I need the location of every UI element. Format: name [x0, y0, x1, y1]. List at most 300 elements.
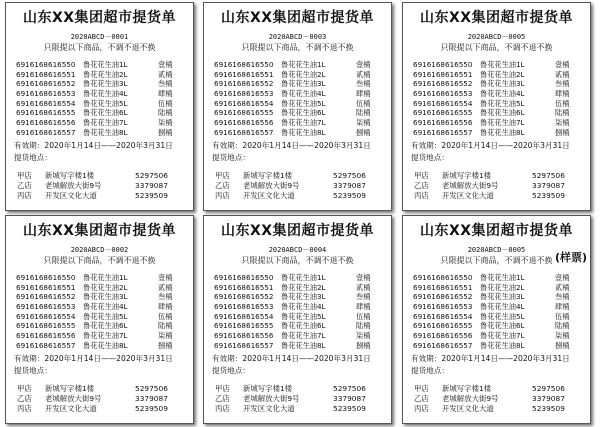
voucher-serial: 2020ABCD－0002	[70, 246, 129, 254]
store-list	[17, 171, 192, 201]
sample-mark: (样票)	[554, 251, 587, 264]
item-quantity: 肆桶	[555, 302, 570, 312]
voucher-notice: 只限提以下商品，不调不退不换	[43, 43, 156, 52]
store-address: 老城解放大街9号	[243, 394, 300, 403]
voucher-serial: 2020ABCD－0005	[467, 33, 526, 41]
item-quantity: 叁桶	[158, 292, 173, 302]
item-name: 鲁花花生油3L	[480, 292, 525, 302]
list-item	[413, 312, 583, 322]
item-quantity: 贰桶	[555, 282, 570, 292]
item-barcode: 6916168616554	[214, 311, 274, 321]
item-name: 鲁花花生油5L	[83, 98, 128, 108]
item-name: 鲁花花生油8L	[83, 127, 128, 137]
store-address: 开发区文化大道	[243, 191, 295, 200]
item-name: 鲁花花生油3L	[480, 79, 525, 89]
item-barcode: 6916168616553	[16, 302, 76, 312]
item-barcode: 6916168616550	[214, 273, 274, 282]
item-barcode: 6916168616555	[16, 108, 76, 118]
item-list	[16, 60, 186, 138]
list-item	[16, 341, 186, 351]
item-name: 鲁花花生油5L	[480, 98, 525, 108]
validity-period: 有效期：2020年1月14日——2020年3月31日	[411, 141, 570, 150]
list-item	[214, 331, 384, 341]
pickup-voucher	[402, 2, 591, 211]
store-name: 丙店	[414, 404, 429, 413]
pickup-voucher	[5, 215, 194, 424]
item-quantity: 肆桶	[356, 89, 371, 99]
item-quantity: 陆桶	[356, 108, 371, 118]
item-quantity: 贰桶	[356, 69, 371, 79]
voucher-title: 山东XX集团超市提货单	[220, 223, 375, 239]
item-quantity: 陆桶	[158, 108, 173, 118]
list-item	[413, 273, 583, 283]
item-quantity: 捌桶	[555, 127, 570, 137]
item-name: 鲁花花生油4L	[480, 302, 525, 312]
item-barcode: 6916168616551	[413, 69, 473, 79]
item-list	[413, 60, 583, 138]
item-name: 鲁花花生油7L	[281, 331, 326, 341]
list-item	[214, 60, 384, 70]
item-barcode: 6916168616553	[413, 89, 473, 99]
item-name: 鲁花花生油6L	[83, 108, 128, 118]
voucher-title: 山东XX集团超市提货单	[419, 223, 574, 239]
store-row	[414, 181, 589, 191]
item-name: 鲁花花生油3L	[83, 292, 128, 302]
list-item	[214, 341, 384, 351]
voucher-serial: 2020ABCD－0003	[268, 33, 327, 41]
item-quantity: 伍桶	[555, 98, 570, 108]
store-row	[215, 171, 390, 181]
item-quantity: 陆桶	[356, 321, 371, 331]
store-address: 开发区文化大道	[45, 191, 97, 200]
store-row	[414, 191, 589, 201]
item-quantity: 伍桶	[356, 98, 371, 108]
item-barcode: 6916168616551	[413, 282, 473, 292]
store-row	[17, 191, 192, 201]
list-item	[214, 321, 384, 331]
pickup-location-label: 提货地点：	[14, 366, 52, 375]
item-barcode: 6916168616554	[16, 98, 76, 108]
list-item	[214, 79, 384, 89]
store-address: 老城解放大街9号	[442, 181, 499, 190]
store-name: 乙店	[215, 394, 230, 403]
store-phone: 3379087	[333, 181, 366, 190]
item-name: 鲁花花生油5L	[281, 98, 326, 108]
item-quantity: 陆桶	[555, 108, 570, 118]
store-address: 开发区文化大道	[45, 404, 97, 413]
store-address: 新城写字楼1楼	[442, 171, 492, 180]
item-quantity: 壹桶	[356, 273, 371, 282]
item-quantity: 叁桶	[555, 292, 570, 302]
item-barcode: 6916168616555	[413, 108, 473, 118]
store-phone: 5239509	[333, 404, 366, 413]
item-quantity: 贰桶	[158, 282, 173, 292]
item-barcode: 6916168616557	[214, 127, 274, 137]
store-row	[17, 181, 192, 191]
item-barcode: 6916168616551	[214, 282, 274, 292]
item-quantity: 壹桶	[356, 60, 371, 69]
item-quantity: 壹桶	[555, 60, 570, 69]
store-list	[414, 171, 589, 201]
item-quantity: 壹桶	[158, 273, 173, 282]
item-quantity: 捌桶	[356, 340, 371, 350]
store-address: 新城写字楼1楼	[243, 171, 293, 180]
store-address: 开发区文化大道	[243, 404, 295, 413]
voucher-title: 山东XX集团超市提货单	[22, 10, 177, 26]
item-barcode: 6916168616552	[214, 79, 274, 89]
item-barcode: 6916168616556	[214, 118, 274, 128]
item-barcode: 6916168616552	[413, 79, 473, 89]
item-quantity: 伍桶	[356, 311, 371, 321]
item-barcode: 6916168616554	[214, 98, 274, 108]
item-barcode: 6916168616555	[413, 321, 473, 331]
item-barcode: 6916168616553	[214, 89, 274, 99]
item-quantity: 叁桶	[356, 292, 371, 302]
item-name: 鲁花花生油8L	[281, 127, 326, 137]
item-quantity: 捌桶	[555, 340, 570, 350]
voucher-notice: 只限提以下商品，不调不退不换	[440, 256, 553, 265]
item-list	[413, 273, 583, 351]
store-phone: 5297506	[333, 384, 366, 393]
validity-period: 有效期：2020年1月14日——2020年3月31日	[411, 354, 570, 363]
list-item	[214, 108, 384, 118]
store-phone: 5297506	[135, 171, 168, 180]
list-item	[214, 283, 384, 293]
item-barcode: 6916168616552	[214, 292, 274, 302]
item-quantity: 陆桶	[158, 321, 173, 331]
item-name: 鲁花花生油8L	[480, 340, 525, 350]
validity-period: 有效期：2020年1月14日——2020年3月31日	[14, 141, 173, 150]
store-address: 新城写字楼1楼	[45, 384, 95, 393]
item-quantity: 陆桶	[555, 321, 570, 331]
store-address: 新城写字楼1楼	[243, 384, 293, 393]
item-barcode: 6916168616554	[413, 311, 473, 321]
store-list	[215, 384, 390, 414]
item-quantity: 柒桶	[356, 118, 371, 128]
item-name: 鲁花花生油5L	[480, 311, 525, 321]
store-row	[414, 404, 589, 414]
list-item	[214, 302, 384, 312]
list-item	[16, 321, 186, 331]
item-name: 鲁花花生油5L	[281, 311, 326, 321]
list-item	[16, 331, 186, 341]
item-barcode: 6916168616553	[214, 302, 274, 312]
item-barcode: 6916168616550	[214, 60, 274, 69]
store-phone: 3379087	[532, 394, 565, 403]
item-barcode: 6916168616556	[16, 331, 76, 341]
item-quantity: 伍桶	[158, 98, 173, 108]
store-name: 甲店	[414, 171, 429, 180]
item-barcode: 6916168616556	[16, 118, 76, 128]
item-barcode: 6916168616557	[214, 340, 274, 350]
store-phone: 5297506	[532, 171, 565, 180]
item-name: 鲁花花生油6L	[480, 321, 525, 331]
item-name: 鲁花花生油1L	[83, 273, 128, 282]
store-row	[414, 394, 589, 404]
store-name: 丙店	[215, 404, 230, 413]
item-barcode: 6916168616553	[16, 89, 76, 99]
validity-period: 有效期：2020年1月14日——2020年3月31日	[212, 141, 371, 150]
list-item	[16, 79, 186, 89]
item-quantity: 柒桶	[555, 118, 570, 128]
store-phone: 5239509	[135, 191, 168, 200]
list-item	[16, 99, 186, 109]
item-barcode: 6916168616551	[16, 69, 76, 79]
item-barcode: 6916168616551	[16, 282, 76, 292]
store-address: 老城解放大街9号	[45, 394, 102, 403]
item-barcode: 6916168616552	[413, 292, 473, 302]
item-barcode: 6916168616553	[413, 302, 473, 312]
store-address: 开发区文化大道	[442, 191, 494, 200]
item-name: 鲁花花生油6L	[281, 321, 326, 331]
pickup-location-label: 提货地点：	[212, 153, 250, 162]
voucher-notice: 只限提以下商品，不调不退不换	[241, 43, 354, 52]
list-item	[413, 331, 583, 341]
store-name: 甲店	[215, 384, 230, 393]
pickup-location-label: 提货地点：	[212, 366, 250, 375]
item-name: 鲁花花生油4L	[83, 302, 128, 312]
list-item	[413, 292, 583, 302]
store-phone: 5239509	[135, 404, 168, 413]
item-quantity: 柒桶	[356, 331, 371, 341]
list-item	[413, 283, 583, 293]
item-name: 鲁花花生油2L	[480, 69, 525, 79]
store-address: 开发区文化大道	[442, 404, 494, 413]
store-name: 乙店	[414, 181, 429, 190]
list-item	[16, 108, 186, 118]
item-quantity: 叁桶	[356, 79, 371, 89]
list-item	[413, 108, 583, 118]
store-address: 新城写字楼1楼	[45, 171, 95, 180]
voucher-serial: 2020ABCD－0005	[467, 246, 526, 254]
item-barcode: 6916168616550	[16, 60, 76, 69]
item-barcode: 6916168616552	[16, 79, 76, 89]
store-row	[17, 404, 192, 414]
voucher-notice: 只限提以下商品，不调不退不换	[440, 43, 553, 52]
item-quantity: 贰桶	[555, 69, 570, 79]
store-name: 甲店	[215, 171, 230, 180]
store-list	[215, 171, 390, 201]
store-phone: 5239509	[333, 191, 366, 200]
voucher-notice: 只限提以下商品，不调不退不换	[43, 256, 156, 265]
item-barcode: 6916168616557	[413, 340, 473, 350]
list-item	[16, 128, 186, 138]
item-quantity: 壹桶	[555, 273, 570, 282]
store-name: 乙店	[215, 181, 230, 190]
item-barcode: 6916168616557	[16, 340, 76, 350]
item-barcode: 6916168616556	[413, 331, 473, 341]
item-barcode: 6916168616550	[16, 273, 76, 282]
store-row	[17, 384, 192, 394]
list-item	[214, 312, 384, 322]
store-phone: 5239509	[532, 404, 565, 413]
item-quantity: 贰桶	[356, 282, 371, 292]
item-name: 鲁花花生油2L	[281, 282, 326, 292]
item-name: 鲁花花生油8L	[281, 340, 326, 350]
item-name: 鲁花花生油4L	[281, 302, 326, 312]
item-barcode: 6916168616557	[16, 127, 76, 137]
item-quantity: 柒桶	[555, 331, 570, 341]
voucher-serial: 2020ABCD－0004	[268, 246, 327, 254]
item-name: 鲁花花生油4L	[83, 89, 128, 99]
list-item	[16, 273, 186, 283]
store-phone: 5297506	[135, 384, 168, 393]
list-item	[214, 89, 384, 99]
validity-period: 有效期：2020年1月14日——2020年3月31日	[212, 354, 371, 363]
pickup-location-label: 提货地点：	[411, 366, 449, 375]
pickup-location-label: 提货地点：	[411, 153, 449, 162]
item-quantity: 肆桶	[356, 302, 371, 312]
item-quantity: 肆桶	[158, 302, 173, 312]
store-row	[414, 384, 589, 394]
list-item	[413, 70, 583, 80]
list-item	[413, 341, 583, 351]
item-barcode: 6916168616556	[214, 331, 274, 341]
item-name: 鲁花花生油7L	[83, 118, 128, 128]
item-name: 鲁花花生油6L	[480, 108, 525, 118]
list-item	[214, 99, 384, 109]
item-quantity: 捌桶	[158, 340, 173, 350]
store-row	[215, 394, 390, 404]
item-name: 鲁花花生油4L	[480, 89, 525, 99]
item-name: 鲁花花生油5L	[83, 311, 128, 321]
item-name: 鲁花花生油7L	[83, 331, 128, 341]
item-name: 鲁花花生油2L	[281, 69, 326, 79]
voucher-notice: 只限提以下商品，不调不退不换	[241, 256, 354, 265]
item-name: 鲁花花生油4L	[281, 89, 326, 99]
item-name: 鲁花花生油2L	[83, 282, 128, 292]
item-barcode: 6916168616550	[413, 273, 473, 282]
store-list	[17, 384, 192, 414]
list-item	[413, 302, 583, 312]
list-item	[16, 118, 186, 128]
list-item	[16, 70, 186, 80]
item-barcode: 6916168616551	[214, 69, 274, 79]
item-barcode: 6916168616550	[413, 60, 473, 69]
store-row	[414, 171, 589, 181]
list-item	[16, 283, 186, 293]
pickup-location-label: 提货地点：	[14, 153, 52, 162]
item-barcode: 6916168616555	[214, 321, 274, 331]
store-name: 甲店	[414, 384, 429, 393]
item-barcode: 6916168616554	[413, 98, 473, 108]
store-row	[215, 181, 390, 191]
item-quantity: 叁桶	[555, 79, 570, 89]
store-phone: 5297506	[532, 384, 565, 393]
item-quantity: 伍桶	[555, 311, 570, 321]
item-name: 鲁花花生油1L	[83, 60, 128, 69]
item-barcode: 6916168616554	[16, 311, 76, 321]
store-row	[215, 384, 390, 394]
validity-period: 有效期：2020年1月14日——2020年3月31日	[14, 354, 173, 363]
item-name: 鲁花花生油2L	[83, 69, 128, 79]
list-item	[413, 60, 583, 70]
store-name: 乙店	[414, 394, 429, 403]
store-phone: 3379087	[135, 394, 168, 403]
item-name: 鲁花花生油1L	[281, 60, 326, 69]
store-phone: 5297506	[333, 171, 366, 180]
list-item	[413, 99, 583, 109]
item-quantity: 捌桶	[356, 127, 371, 137]
store-list	[414, 384, 589, 414]
list-item	[413, 118, 583, 128]
item-list	[16, 273, 186, 351]
item-name: 鲁花花生油7L	[480, 331, 525, 341]
item-name: 鲁花花生油3L	[281, 79, 326, 89]
store-name: 甲店	[17, 171, 32, 180]
item-name: 鲁花花生油1L	[281, 273, 326, 282]
list-item	[413, 79, 583, 89]
list-item	[214, 128, 384, 138]
item-name: 鲁花花生油7L	[281, 118, 326, 128]
item-name: 鲁花花生油8L	[83, 340, 128, 350]
store-name: 丙店	[215, 191, 230, 200]
item-name: 鲁花花生油3L	[281, 292, 326, 302]
item-barcode: 6916168616557	[413, 127, 473, 137]
item-barcode: 6916168616556	[413, 118, 473, 128]
item-list	[214, 60, 384, 138]
store-row	[215, 404, 390, 414]
store-name: 乙店	[17, 394, 32, 403]
store-row	[215, 191, 390, 201]
list-item	[413, 321, 583, 331]
voucher-title: 山东XX集团超市提货单	[22, 223, 177, 239]
list-item	[16, 302, 186, 312]
store-address: 老城解放大街9号	[442, 394, 499, 403]
store-name: 丙店	[17, 404, 32, 413]
item-quantity: 肆桶	[158, 89, 173, 99]
item-name: 鲁花花生油8L	[480, 127, 525, 137]
item-name: 鲁花花生油3L	[83, 79, 128, 89]
store-address: 老城解放大街9号	[45, 181, 102, 190]
store-row	[17, 394, 192, 404]
pickup-voucher	[203, 2, 392, 211]
voucher-title: 山东XX集团超市提货单	[220, 10, 375, 26]
pickup-voucher	[402, 215, 591, 424]
store-address: 老城解放大街9号	[243, 181, 300, 190]
list-item	[214, 273, 384, 283]
list-item	[16, 89, 186, 99]
store-phone: 3379087	[532, 181, 565, 190]
item-name: 鲁花花生油7L	[480, 118, 525, 128]
store-name: 丙店	[17, 191, 32, 200]
store-phone: 3379087	[135, 181, 168, 190]
list-item	[214, 292, 384, 302]
list-item	[413, 128, 583, 138]
store-name: 丙店	[414, 191, 429, 200]
item-name: 鲁花花生油6L	[281, 108, 326, 118]
item-list	[214, 273, 384, 351]
item-quantity: 贰桶	[158, 69, 173, 79]
list-item	[16, 292, 186, 302]
item-quantity: 伍桶	[158, 311, 173, 321]
item-quantity: 捌桶	[158, 127, 173, 137]
item-name: 鲁花花生油2L	[480, 282, 525, 292]
store-address: 新城写字楼1楼	[442, 384, 492, 393]
list-item	[214, 118, 384, 128]
item-barcode: 6916168616555	[214, 108, 274, 118]
list-item	[214, 70, 384, 80]
item-quantity: 柒桶	[158, 118, 173, 128]
item-quantity: 叁桶	[158, 79, 173, 89]
item-barcode: 6916168616552	[16, 292, 76, 302]
voucher-serial: 2020ABCD－0001	[70, 33, 129, 41]
item-quantity: 柒桶	[158, 331, 173, 341]
store-phone: 3379087	[333, 394, 366, 403]
list-item	[413, 89, 583, 99]
store-row	[17, 171, 192, 181]
item-name: 鲁花花生油6L	[83, 321, 128, 331]
